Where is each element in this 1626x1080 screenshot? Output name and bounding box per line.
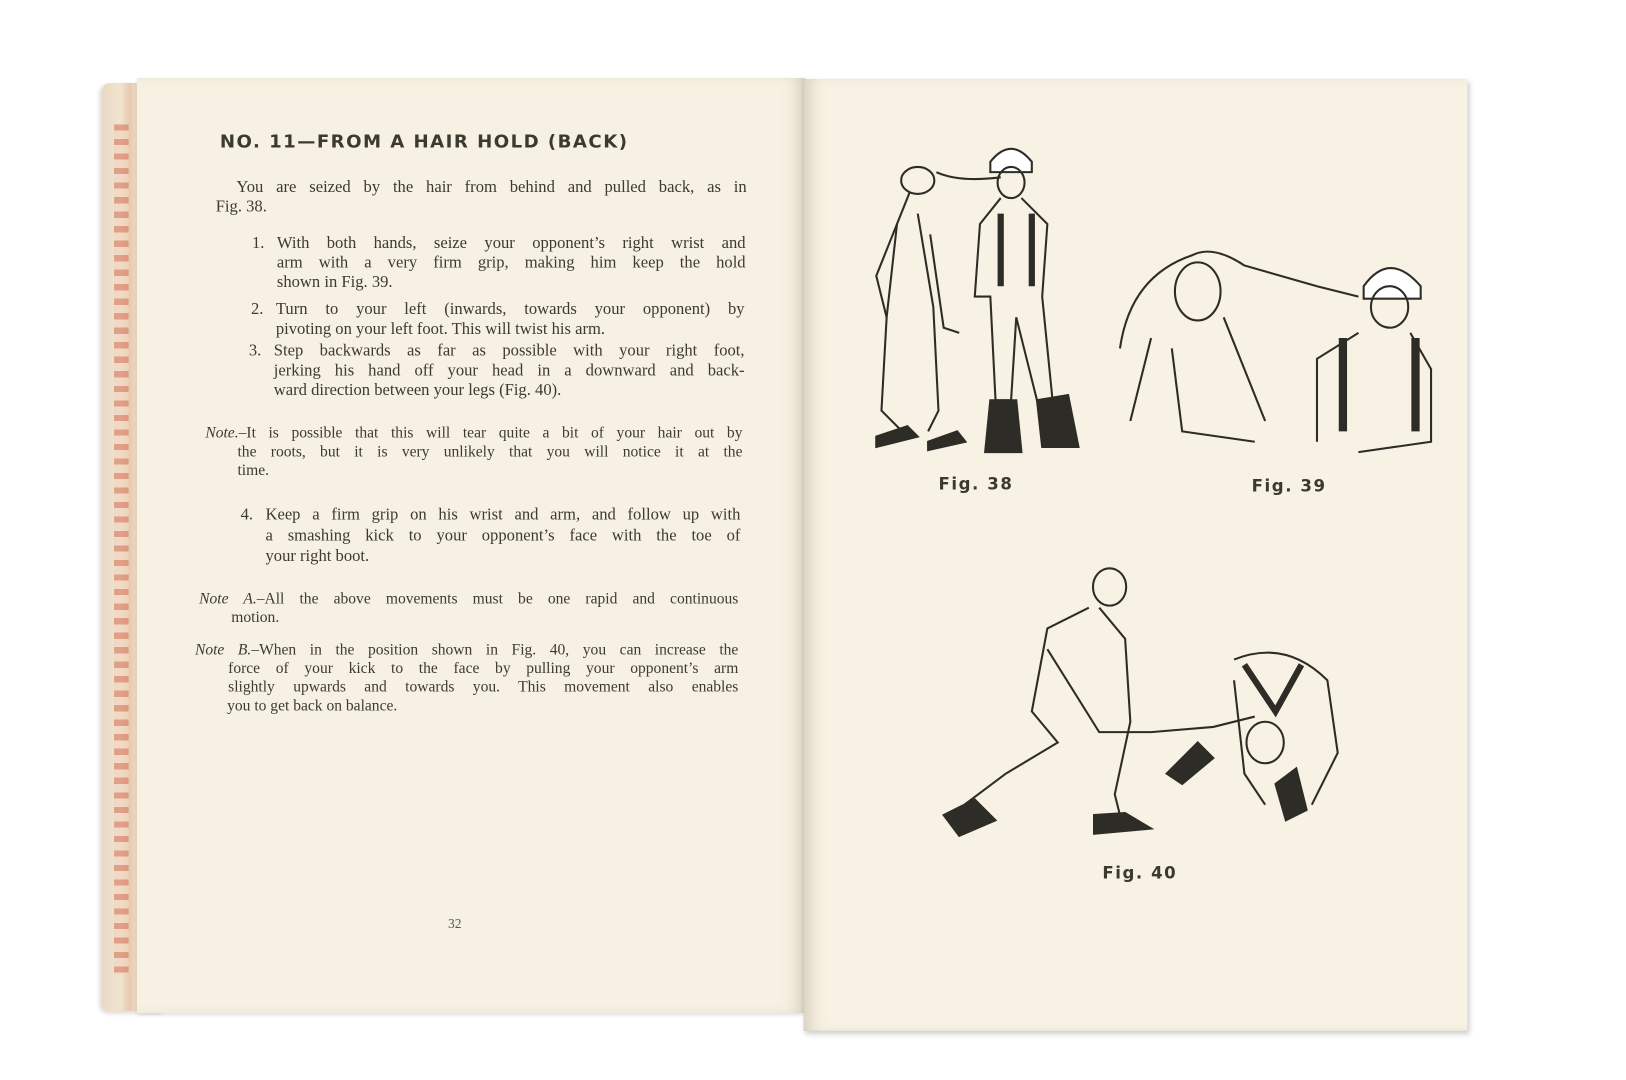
note-label: Note B. [194,641,252,659]
text-line: you to get back on balance. [227,697,398,715]
note-label: Note A. [199,591,257,608]
text-line: Keep a firm grip on his wrist and arm, and follow up with [265,506,741,524]
intro-paragraph [216,177,747,216]
step-number: 2. [250,300,264,319]
text-line: arm with a very firm grip, making him keep the hold [276,254,746,272]
text-line: a smashing kick to your opponent’s face with the toe of [265,526,741,545]
section-heading: NO. 11—FROM A HAIR HOLD (BACK) [219,131,629,153]
note-a [199,590,738,627]
figure-40-caption: Fig. 40 [1102,862,1178,883]
note-b [195,641,738,716]
left-page [137,78,806,1013]
text-line: –All the above movements must be one rapid and continuous [256,591,739,608]
step-3 [248,341,745,400]
note-label: Note. [205,425,239,442]
text-line: force of your kick to the face by pulling your opponent’s arm [228,660,739,678]
text-line: Turn to your left (inwards, towards your opponent) by [275,300,745,319]
text-line: With both hands, seize your opponent’s right wrist and [276,234,746,252]
text-line: jerking his hand off your head in a downward and back- [273,361,745,380]
text-line: the roots, but it is very unlikely that you will notice it at the [237,443,743,461]
right-page [804,79,1468,1031]
text-line: pivoting on your left foot. This will twist his arm. [275,320,606,339]
text-line: –It is possible that this will tear quite a bit of your hair out by [238,425,743,442]
text-line: Fig. 38. [215,198,267,216]
note [205,424,742,480]
text-line: ward direction between your legs (Fig. 40). [273,381,562,400]
figure-40-illustration [933,566,1369,856]
text-line: shown in Fig. 39. [276,273,393,292]
text-line: time. [237,462,270,480]
step-2 [250,300,745,339]
red-page-edge [114,124,129,974]
step-4 [240,505,741,567]
text-line: your right boot. [265,547,370,566]
figure-38-caption: Fig. 38 [938,473,1014,494]
step-number: 3. [248,342,262,360]
step-1 [251,233,746,292]
figure-38-illustration [845,151,1115,472]
text-line: slightly upwards and towards you. This movement also enables [228,679,739,696]
text-line: motion. [231,609,280,627]
text-line: –When in the position shown in Fig. 40, you can increase the [251,641,739,659]
figure-39-caption: Fig. 39 [1251,475,1327,496]
text-line: You are seized by the hair from behind and pulled back, as in [236,178,747,196]
text-line: Step backwards as far as possible with your right foot, [273,342,745,360]
step-number: 4. [240,506,254,524]
figure-39-illustration [1110,234,1442,462]
page-number: 32 [447,915,462,932]
step-number: 1. [251,234,265,252]
